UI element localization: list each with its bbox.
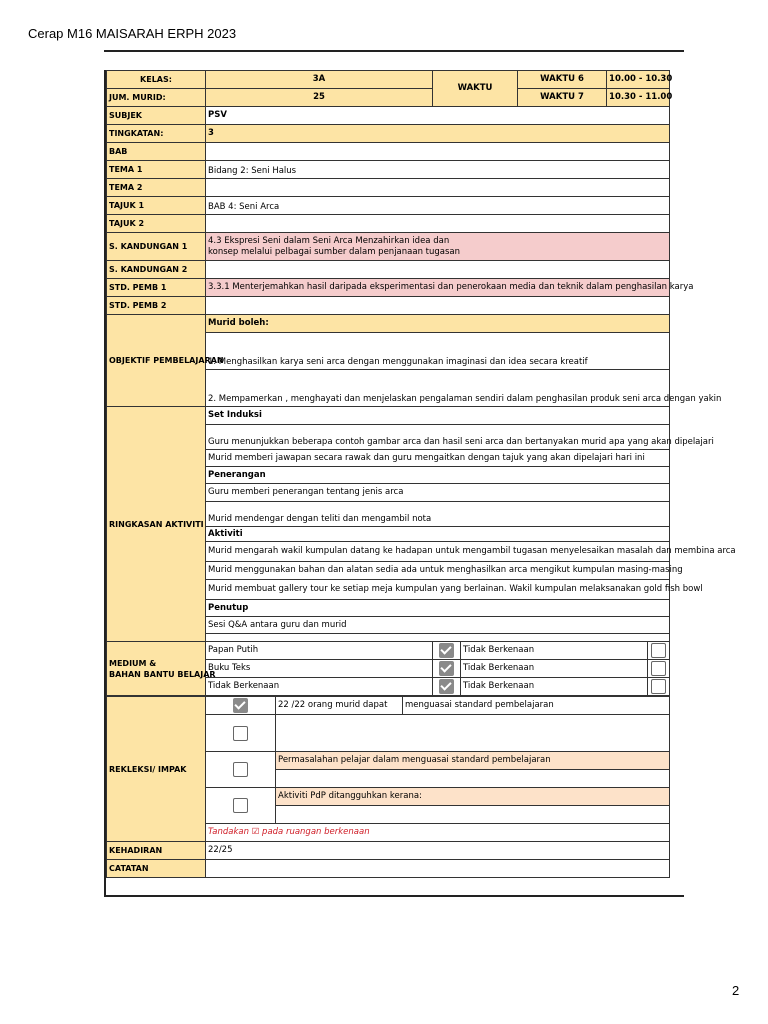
label-medium-line-2: BAHAN BANTU BELAJAR (109, 669, 216, 679)
set-induksi-heading: Set Induksi (206, 407, 670, 425)
set-induksi-2: Murid memberi jawapan secara rawak dan guru mengaitkan dengan tajuk yang akan dipelajari hari ini (206, 450, 670, 467)
label-subjek: SUBJEK (107, 107, 206, 125)
medium-1-checkbox[interactable] (433, 642, 461, 660)
penerangan-2: Murid mendengar dengan teliti dan mengambil nota (206, 502, 670, 527)
medium-5: Tidak Berkenaan (206, 678, 433, 696)
refleksi-checkbox-1[interactable] (206, 697, 276, 715)
label-waktu6: WAKTU 6 (518, 71, 607, 89)
value-bab (206, 143, 670, 161)
checkbox-empty-icon (233, 798, 248, 813)
label-waktu7: WAKTU 7 (518, 89, 607, 107)
checkbox-empty-icon (651, 679, 666, 694)
erph-sheet (106, 70, 736, 880)
value-kehadiran: 22/25 (206, 842, 670, 860)
row-objektif-heading (107, 315, 670, 333)
refleksi-masalah: Permasalahan pelajar dalam menguasai standard pembelajaran (276, 752, 670, 770)
refleksi-table (106, 696, 670, 878)
medium-2-checkbox[interactable] (648, 642, 670, 660)
label-medium-line-1: MEDIUM & (109, 658, 157, 668)
penerangan-1: Guru memberi penerangan tentang jenis arca (206, 484, 670, 502)
objektif-1: 1. Menghasilkan karya seni arca dengan menggunakan imaginasi dan idea secara kreatif (206, 333, 670, 370)
objektif-2: 2. Mempamerkan , menghayati dan menjelaskan pengalaman sendiri dalam penghasilan produk seni arca dengan yakin (206, 370, 670, 407)
value-catatan (206, 860, 670, 878)
refleksi-blank-3 (276, 806, 670, 824)
value-sp2 (206, 297, 670, 315)
aktiviti-heading: Aktiviti (206, 527, 670, 542)
medium-3: Buku Teks (206, 660, 433, 678)
refleksi-blank-2 (276, 770, 670, 788)
value-sk1 (206, 233, 670, 261)
refleksi-note: Tandakan ☑ pada ruangan berkenaan (206, 824, 670, 842)
label-kelas: KELAS: (107, 71, 206, 89)
sk1-line-2: konsep melalui pelbagai sumber dalam penjanaan tugasan (208, 246, 461, 257)
label-bab: BAB (107, 143, 206, 161)
sk1-line-1: 4.3 Ekspresi Seni dalam Seni Arca Menzahirkan idea dan (208, 235, 450, 246)
refleksi-standard: menguasai standard pembelajaran (403, 697, 670, 715)
document-title: Cerap M16 MAISARAH ERPH 2023 (28, 26, 237, 41)
label-tajuk2: TAJUK 2 (107, 215, 206, 233)
row-tingkatan (107, 125, 670, 143)
label-sk1: S. KANDUNGAN 1 (107, 233, 206, 261)
value-tajuk2 (206, 215, 670, 233)
row-medium-1 (107, 642, 670, 660)
medium-2: Tidak Berkenaan (461, 642, 648, 660)
row-sp2 (107, 297, 670, 315)
row-bab (107, 143, 670, 161)
label-waktu: WAKTU (433, 71, 518, 107)
label-kehadiran: KEHADIRAN (107, 842, 206, 860)
aktiviti-1: Murid mengarah wakil kumpulan datang ke hadapan untuk mengambil tugasan menyelesaikan masalah dan membina arca (206, 542, 670, 562)
checkbox-checked-icon (439, 679, 454, 694)
value-kelas: 3A (206, 71, 433, 89)
checkbox-empty-icon (233, 726, 248, 741)
label-sk2: S. KANDUNGAN 2 (107, 261, 206, 279)
row-jum-murid (107, 89, 670, 107)
page-number: 2 (732, 983, 740, 998)
medium-6-checkbox[interactable] (648, 678, 670, 696)
row-catatan (107, 860, 670, 878)
refleksi-checkbox-4[interactable] (206, 788, 276, 824)
label-ringkasan: RINGKASAN AKTIVITI (107, 407, 206, 642)
checkbox-empty-icon (651, 643, 666, 658)
label-refleksi: REKLEKSI/ IMPAK (107, 697, 206, 842)
value-sp1: 3.3.1 Menterjemahkan hasil daripada eksperimentasi dan penerokaan media dan teknik dalam penghasilan karya (206, 279, 670, 297)
penutup-heading: Penutup (206, 600, 670, 617)
value-sk2 (206, 261, 670, 279)
value-tema1: Bidang 2: Seni Halus (206, 161, 670, 179)
checkbox-empty-icon (651, 661, 666, 676)
row-sk2 (107, 261, 670, 279)
row-tema1 (107, 161, 670, 179)
medium-4-checkbox[interactable] (648, 660, 670, 678)
refleksi-tangguh: Aktiviti PdP ditangguhkan kerana: (276, 788, 670, 806)
label-sp1: STD. PEMB 1 (107, 279, 206, 297)
value-subjek: PSV (206, 107, 670, 125)
value-tingkatan: 3 (206, 125, 670, 143)
row-sk1 (107, 233, 670, 261)
label-tema1: TEMA 1 (107, 161, 206, 179)
penutup-1: Sesi Q&A antara guru dan murid (206, 617, 670, 634)
label-medium (107, 642, 216, 696)
label-sp2: STD. PEMB 2 (107, 297, 206, 315)
erph-table (106, 70, 736, 696)
value-tema2 (206, 179, 670, 197)
row-set-induksi (107, 407, 670, 425)
label-tingkatan: TINGKATAN: (107, 125, 206, 143)
medium-5-checkbox[interactable] (433, 678, 461, 696)
refleksi-checkbox-3[interactable] (206, 752, 276, 788)
checkbox-empty-icon (233, 762, 248, 777)
row-kehadiran (107, 842, 670, 860)
medium-3-checkbox[interactable] (433, 660, 461, 678)
checkbox-checked-icon (439, 661, 454, 676)
label-jum-murid: JUM. MURID: (107, 89, 206, 107)
row-tema2 (107, 179, 670, 197)
refleksi-blank-1 (276, 715, 670, 752)
aktiviti-2: Murid menggunakan bahan dan alatan sedia ada untuk menghasilkan arca mengikut kumpulan masing-masing (206, 562, 670, 580)
value-jum-murid: 25 (206, 89, 433, 107)
value-waktu6: 10.00 - 10.30 (607, 71, 670, 89)
medium-6: Tidak Berkenaan (461, 678, 648, 696)
row-sp1 (107, 279, 670, 297)
refleksi-checkbox-2[interactable] (206, 715, 276, 752)
row-subjek (107, 107, 670, 125)
checkbox-checked-icon (233, 698, 248, 713)
checkbox-checked-icon (439, 643, 454, 658)
value-tajuk1: BAB 4: Seni Arca (206, 197, 670, 215)
medium-4: Tidak Berkenaan (461, 660, 648, 678)
medium-1: Papan Putih (206, 642, 433, 660)
label-catatan: CATATAN (107, 860, 206, 878)
row-tajuk1 (107, 197, 670, 215)
row-tajuk2 (107, 215, 670, 233)
refleksi-count: 22 /22 orang murid dapat (276, 697, 403, 715)
label-tema2: TEMA 2 (107, 179, 206, 197)
aktiviti-spacer (206, 634, 670, 642)
value-waktu7: 10.30 - 11.00 (607, 89, 670, 107)
penerangan-heading: Penerangan (206, 467, 670, 484)
label-tajuk1: TAJUK 1 (107, 197, 206, 215)
set-induksi-1: Guru menunjukkan beberapa contoh gambar arca dan hasil seni arca dan bertanyakan murid apa yang akan dipelajari (206, 425, 670, 450)
row-kelas (107, 71, 670, 89)
objektif-heading: Murid boleh: (206, 315, 670, 333)
row-refleksi-1 (107, 697, 670, 715)
aktiviti-3: Murid membuat gallery tour ke setiap meja kumpulan yang berlainan. Wakil kumpulan melaksanakan gold fish bowl (206, 580, 670, 600)
bottom-rule (104, 895, 684, 897)
top-rule (104, 50, 684, 52)
label-objektif: OBJEKTIF PEMBELAJARAN (107, 315, 206, 407)
